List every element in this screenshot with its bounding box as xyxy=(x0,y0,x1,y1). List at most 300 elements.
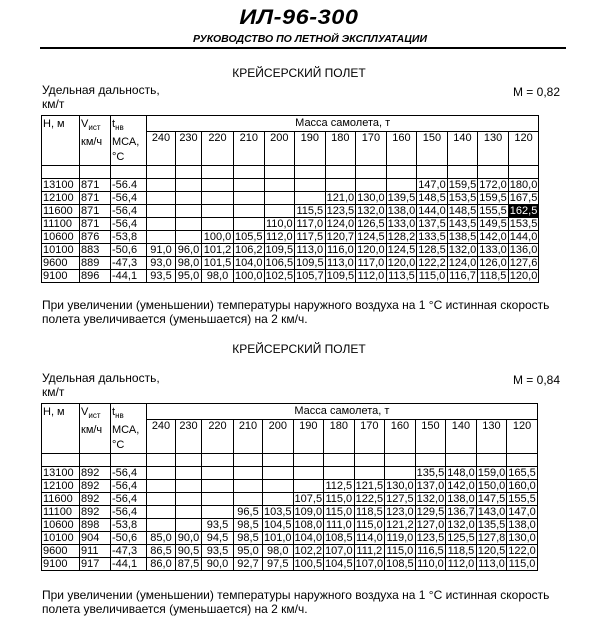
range-value xyxy=(176,519,202,532)
range-value xyxy=(176,480,202,493)
range-value: 115,0 xyxy=(386,545,414,558)
range-value: 144,0 xyxy=(418,205,446,218)
row-t: -44,1 xyxy=(111,558,147,571)
range-value: 86,0 xyxy=(147,558,176,571)
mass-value: 240 xyxy=(147,420,176,454)
spacer-cell xyxy=(234,454,263,467)
range-value: 125,5 xyxy=(447,532,475,545)
mass-value: 220 xyxy=(202,132,234,166)
spacer-cell xyxy=(507,454,538,467)
range-value: 133,0 xyxy=(479,244,507,257)
table-row xyxy=(42,519,538,532)
mass-value: 230 xyxy=(176,420,202,454)
range-value: 123,5 xyxy=(416,532,445,545)
spacer-cell xyxy=(264,166,295,179)
range-value: 94,5 xyxy=(202,532,234,545)
row-h: 10100 xyxy=(42,244,80,257)
mass-value: 120 xyxy=(508,132,539,166)
range-value: 127,6 xyxy=(509,257,538,270)
range-value: 113,0 xyxy=(327,257,354,270)
range-value xyxy=(202,205,234,218)
table-row xyxy=(42,532,538,545)
range-value: 97,5 xyxy=(263,558,294,571)
mass-header: Масса самолета, т xyxy=(147,404,538,420)
spacer-cell xyxy=(295,166,326,179)
range-value: 98,0 xyxy=(202,270,234,283)
range-value: 112,0 xyxy=(357,270,385,283)
rate-label-line: Удельная дальность, xyxy=(42,83,160,97)
range-value: 123,0 xyxy=(386,506,414,519)
range-value xyxy=(176,205,202,218)
range-value: 112,5 xyxy=(325,480,353,493)
range-value: 101,0 xyxy=(264,532,292,545)
range-value: 120,0 xyxy=(509,270,538,283)
range-value xyxy=(263,493,294,506)
mass-value: 170 xyxy=(354,420,385,454)
range-value: 129,5 xyxy=(416,506,445,519)
table-row xyxy=(42,192,539,205)
range-value xyxy=(202,506,234,519)
range-value: 143,0 xyxy=(477,506,506,519)
table-row xyxy=(42,179,539,192)
rate-label-line: Удельная дальность, xyxy=(42,371,160,385)
range-value xyxy=(234,218,265,231)
range-value: 118,5 xyxy=(356,506,383,519)
range-value: 105,7 xyxy=(296,270,324,283)
row-v: 871 xyxy=(80,205,111,218)
spacer-cell xyxy=(147,454,176,467)
spacer-cell xyxy=(476,454,507,467)
range-value: 106,5 xyxy=(265,257,294,270)
spacer-cell xyxy=(111,166,147,179)
range-value: 114,0 xyxy=(356,532,383,545)
table-row xyxy=(42,545,538,558)
range-value: 165,5 xyxy=(508,467,536,480)
range-value: 104,0 xyxy=(294,532,323,545)
range-value: 126,5 xyxy=(357,218,385,231)
range-value: 148,5 xyxy=(418,192,446,205)
row-h: 11100 xyxy=(42,506,80,519)
table-row xyxy=(42,205,539,218)
range-value xyxy=(147,506,176,519)
mass-value: 230 xyxy=(176,132,202,166)
row-h: 11600 xyxy=(42,205,80,218)
range-value: 132,0 xyxy=(448,244,477,257)
temperature-note xyxy=(42,588,582,616)
range-value: 147,0 xyxy=(508,506,536,519)
range-value: 107,0 xyxy=(355,558,384,571)
row-h: 10600 xyxy=(42,231,80,244)
row-h: 12100 xyxy=(42,480,80,493)
range-value: 130,0 xyxy=(386,480,414,493)
range-value: 115,0 xyxy=(508,558,536,571)
row-h: 12100 xyxy=(42,192,80,205)
range-value xyxy=(147,467,176,480)
range-value: 118,5 xyxy=(447,545,475,558)
range-value xyxy=(202,218,234,231)
range-value: 116,0 xyxy=(327,244,354,257)
spacer-cell xyxy=(202,454,234,467)
range-value: 138,0 xyxy=(447,493,475,506)
spacer-row xyxy=(42,454,538,467)
row-t: -50,6 xyxy=(111,244,147,257)
range-value xyxy=(386,179,417,192)
range-value: 124,0 xyxy=(448,257,477,270)
mass-value: 160 xyxy=(386,132,417,166)
range-value: 122,2 xyxy=(418,257,446,270)
spacer-cell xyxy=(80,454,111,467)
range-value xyxy=(234,467,263,480)
range-value: 92,7 xyxy=(234,558,263,571)
range-value: 93,5 xyxy=(147,270,176,283)
row-t: -56,4 xyxy=(111,506,147,519)
range-value xyxy=(176,192,202,205)
range-value: 120,0 xyxy=(387,257,416,270)
row-h: 11600 xyxy=(42,493,80,506)
range-value: 159,5 xyxy=(479,192,507,205)
mass-value: 240 xyxy=(147,132,176,166)
range-value: 116,7 xyxy=(449,270,476,283)
range-value: 103,5 xyxy=(264,506,292,519)
range-value xyxy=(234,480,263,493)
range-value xyxy=(202,493,234,506)
range-value: 143,5 xyxy=(448,218,477,231)
range-value: 127,0 xyxy=(416,519,445,532)
mass-value: 200 xyxy=(263,420,294,454)
header-divider xyxy=(40,47,566,49)
range-value: 138,0 xyxy=(387,205,416,218)
range-value xyxy=(293,467,324,480)
range-value: 159,0 xyxy=(477,467,506,480)
range-value: 136,7 xyxy=(447,506,475,519)
spacer-cell xyxy=(417,166,448,179)
row-t: -53,8 xyxy=(111,519,147,532)
range-value xyxy=(176,493,202,506)
range-value: 109,5 xyxy=(326,270,355,283)
range-value: 113,0 xyxy=(478,558,505,571)
range-value: 109,5 xyxy=(296,257,324,270)
range-value xyxy=(147,231,176,244)
range-value: 96,0 xyxy=(176,244,202,257)
range-table xyxy=(41,403,538,571)
range-value: 108,5 xyxy=(386,558,414,571)
document-subtitle: РУКОВОДСТВО ПО ЛЕТНОЙ ЭКСПЛУАТАЦИИ xyxy=(192,33,428,45)
range-value xyxy=(264,179,295,192)
altitude-header: Н, м xyxy=(42,116,80,166)
mass-value: 180 xyxy=(324,420,355,454)
temperature-note xyxy=(42,298,582,326)
range-value xyxy=(324,467,355,480)
range-value xyxy=(147,179,176,192)
range-value: 93,5 xyxy=(202,519,234,532)
note-line: полета увеличивается (уменьшается) на 2 км/ч. xyxy=(42,602,308,616)
range-value: 90,0 xyxy=(202,558,234,571)
range-value: 111,2 xyxy=(354,545,385,558)
range-value xyxy=(176,506,202,519)
range-value xyxy=(295,192,326,205)
range-value: 118,5 xyxy=(479,270,507,283)
table-row xyxy=(42,270,539,283)
range-value: 115,0 xyxy=(418,270,446,283)
range-value: 133,5 xyxy=(418,231,446,244)
mach-number: М = 0,84 xyxy=(512,373,560,387)
table-row xyxy=(42,218,539,231)
table-row xyxy=(42,244,539,257)
range-value xyxy=(293,480,324,493)
range-value xyxy=(295,179,326,192)
range-value xyxy=(176,218,202,231)
range-value: 121,0 xyxy=(326,192,355,205)
range-value: 104,5 xyxy=(325,558,353,571)
row-t: -56,4 xyxy=(111,205,147,218)
range-value: 137,5 xyxy=(418,218,446,231)
speed-header: $V_{ист}$ км/ч xyxy=(80,116,111,166)
range-value xyxy=(234,192,265,205)
range-value: 115,0 xyxy=(356,519,383,532)
range-value: 142,0 xyxy=(479,231,507,244)
range-value xyxy=(234,205,265,218)
row-v: 917 xyxy=(80,558,111,571)
range-value: 98,0 xyxy=(176,257,202,270)
row-v: 911 xyxy=(80,545,111,558)
row-h: 10600 xyxy=(42,519,80,532)
range-value xyxy=(263,480,294,493)
mass-value: 220 xyxy=(202,420,234,454)
rate-label-unit: км/т xyxy=(42,97,65,111)
range-value: 101,5 xyxy=(202,257,234,270)
range-value: 126,0 xyxy=(479,257,507,270)
range-value xyxy=(147,205,176,218)
range-value xyxy=(202,467,234,480)
range-value: 122,0 xyxy=(508,545,536,558)
range-value: 167,5 xyxy=(509,192,538,205)
range-value: 147,0 xyxy=(418,179,446,192)
range-value: 110,0 xyxy=(265,218,293,231)
spacer-row xyxy=(42,166,539,179)
spacer-cell xyxy=(356,166,387,179)
range-value: 93,5 xyxy=(202,545,234,558)
range-value: 135,5 xyxy=(416,467,445,480)
mass-header: Масса самолета, т xyxy=(147,116,539,132)
spacer-cell xyxy=(234,166,265,179)
range-value: 98,5 xyxy=(234,519,263,532)
range-value xyxy=(202,192,234,205)
range-value: 124,0 xyxy=(326,218,355,231)
section-title: КРЕЙСЕРСКИЙ ПОЛЕТ xyxy=(232,66,366,80)
range-value: 120,0 xyxy=(357,244,385,257)
range-value: 90,0 xyxy=(176,532,202,545)
spacer-cell xyxy=(386,166,417,179)
altitude-header: Н, м xyxy=(42,404,80,454)
range-value xyxy=(147,480,176,493)
table-row xyxy=(42,493,538,506)
range-value: 95,0 xyxy=(176,270,202,283)
range-value: 155,5 xyxy=(508,493,536,506)
range-value: 159,5 xyxy=(448,179,477,192)
range-value: 109,0 xyxy=(294,506,323,519)
spacer-cell xyxy=(80,166,111,179)
header-row xyxy=(42,116,539,132)
range-value: 102,5 xyxy=(265,270,294,283)
table-row xyxy=(42,506,538,519)
range-value: 138,5 xyxy=(448,231,477,244)
mass-value: 190 xyxy=(295,132,326,166)
range-value: 111,0 xyxy=(324,519,355,532)
row-v: 871 xyxy=(80,218,111,231)
spacer-cell xyxy=(176,166,202,179)
range-value: 116,5 xyxy=(417,545,444,558)
range-value: 128,2 xyxy=(387,231,416,244)
range-value: 86,5 xyxy=(147,545,176,558)
range-value xyxy=(264,205,295,218)
range-value xyxy=(325,179,356,192)
table-row xyxy=(42,231,539,244)
note-line: полета увеличивается (уменьшается) на 2 км/ч. xyxy=(42,312,308,326)
range-value xyxy=(176,231,202,244)
spacer-cell xyxy=(324,454,355,467)
spacer-cell xyxy=(446,454,477,467)
range-value: 172,0 xyxy=(479,179,507,192)
range-value: 113,5 xyxy=(388,270,415,283)
mass-value: 190 xyxy=(293,420,324,454)
spacer-cell xyxy=(202,166,234,179)
mass-value: 140 xyxy=(446,420,477,454)
spacer-cell xyxy=(354,454,385,467)
row-v: 871 xyxy=(80,179,111,192)
spacer-cell xyxy=(415,454,446,467)
range-value: 128,5 xyxy=(418,244,446,257)
range-value: 108,0 xyxy=(294,519,323,532)
range-value: 100,0 xyxy=(235,270,263,283)
range-value: 124,5 xyxy=(357,231,385,244)
rate-label xyxy=(42,371,160,399)
row-h: 9100 xyxy=(42,270,80,283)
range-value: 87,5 xyxy=(176,558,202,571)
row-h: 13100 xyxy=(42,467,80,480)
spacer-cell xyxy=(42,166,80,179)
spacer-cell xyxy=(293,454,324,467)
row-v: 904 xyxy=(80,532,111,545)
range-value: 107,5 xyxy=(294,493,323,506)
spacer-cell xyxy=(111,454,147,467)
range-value xyxy=(385,467,416,480)
range-value xyxy=(147,493,176,506)
mass-value: 200 xyxy=(264,132,295,166)
range-value: 120,5 xyxy=(477,545,506,558)
temperature-header: $t_{нв}$ МСА, °С xyxy=(111,404,147,454)
range-value: 120,7 xyxy=(326,231,355,244)
mass-value: 140 xyxy=(447,132,478,166)
spacer-cell xyxy=(325,166,356,179)
header-row xyxy=(42,404,538,420)
spacer-cell xyxy=(478,166,509,179)
range-value xyxy=(263,467,294,480)
row-v: 892 xyxy=(80,506,111,519)
range-value: 121,5 xyxy=(355,480,384,493)
mass-value: 130 xyxy=(478,132,509,166)
row-t: -47,3 xyxy=(111,257,147,270)
range-value xyxy=(147,218,176,231)
range-value: 136,0 xyxy=(509,244,538,257)
range-value: 138,0 xyxy=(508,519,536,532)
row-h: 10100 xyxy=(42,532,80,545)
range-value xyxy=(356,179,387,192)
range-value: 91,0 xyxy=(147,244,176,257)
spacer-cell xyxy=(42,454,80,467)
range-value: 153,5 xyxy=(448,192,477,205)
range-value: 85,0 xyxy=(147,532,176,545)
range-value: 115,0 xyxy=(325,506,353,519)
spacer-cell xyxy=(385,454,416,467)
range-value: 119,0 xyxy=(386,532,414,545)
rate-label-unit: км/т xyxy=(42,385,65,399)
spacer-cell xyxy=(508,166,539,179)
row-v: 876 xyxy=(80,231,111,244)
note-line: При увеличении (уменьшении) температуры наружного воздуха на 1 °С истинная скорость xyxy=(42,298,550,312)
range-value xyxy=(147,519,176,532)
range-value: 160,0 xyxy=(508,480,536,493)
range-value: 101,2 xyxy=(202,244,234,257)
row-t: -53,8 xyxy=(111,231,147,244)
row-h: 13100 xyxy=(42,179,80,192)
range-value: 104,0 xyxy=(235,257,263,270)
range-value: 127,5 xyxy=(386,493,414,506)
range-value: 121,2 xyxy=(386,519,414,532)
range-value: 100,5 xyxy=(294,558,323,571)
range-value: 117,0 xyxy=(357,257,385,270)
range-value: 180,0 xyxy=(509,179,538,192)
range-value xyxy=(264,192,295,205)
row-h: 9600 xyxy=(42,545,80,558)
range-value: 132,0 xyxy=(357,205,385,218)
row-v: 892 xyxy=(80,467,111,480)
temperature-header: $t_{нв}$ МСА, °С xyxy=(111,116,147,166)
range-value: 102,2 xyxy=(294,545,323,558)
range-value: 113,0 xyxy=(296,244,324,257)
mach-number: М = 0,82 xyxy=(512,85,560,99)
table-row xyxy=(42,257,539,270)
section-title: КРЕЙСЕРСКИЙ ПОЛЕТ xyxy=(232,342,366,356)
range-value: 149,5 xyxy=(479,218,507,231)
range-value xyxy=(176,467,202,480)
range-value: 105,5 xyxy=(235,231,263,244)
range-value: 139,5 xyxy=(387,192,416,205)
range-value: 112,0 xyxy=(447,558,475,571)
range-value: 130,0 xyxy=(508,532,536,545)
range-value: 106,2 xyxy=(235,244,263,257)
spacer-cell xyxy=(447,166,478,179)
row-t: -56,4 xyxy=(111,192,147,205)
mass-value: 150 xyxy=(415,420,446,454)
range-value: 153,5 xyxy=(509,218,538,231)
range-value: 110,0 xyxy=(417,558,444,571)
range-value: 117,0 xyxy=(296,218,324,231)
range-value: 108,5 xyxy=(325,532,353,545)
mass-value: 160 xyxy=(385,420,416,454)
range-value: 100,0 xyxy=(202,231,234,244)
range-value: 135,5 xyxy=(477,519,506,532)
row-v: 896 xyxy=(80,270,111,283)
row-h: 11100 xyxy=(42,218,80,231)
mass-value: 170 xyxy=(356,132,387,166)
range-value: 115,5 xyxy=(296,205,324,218)
rate-label xyxy=(42,83,160,111)
range-value xyxy=(354,467,385,480)
mass-value: 210 xyxy=(234,132,265,166)
table-row xyxy=(42,558,538,571)
row-v: 892 xyxy=(80,493,111,506)
document-title: ИЛ-96-300 xyxy=(239,6,359,29)
